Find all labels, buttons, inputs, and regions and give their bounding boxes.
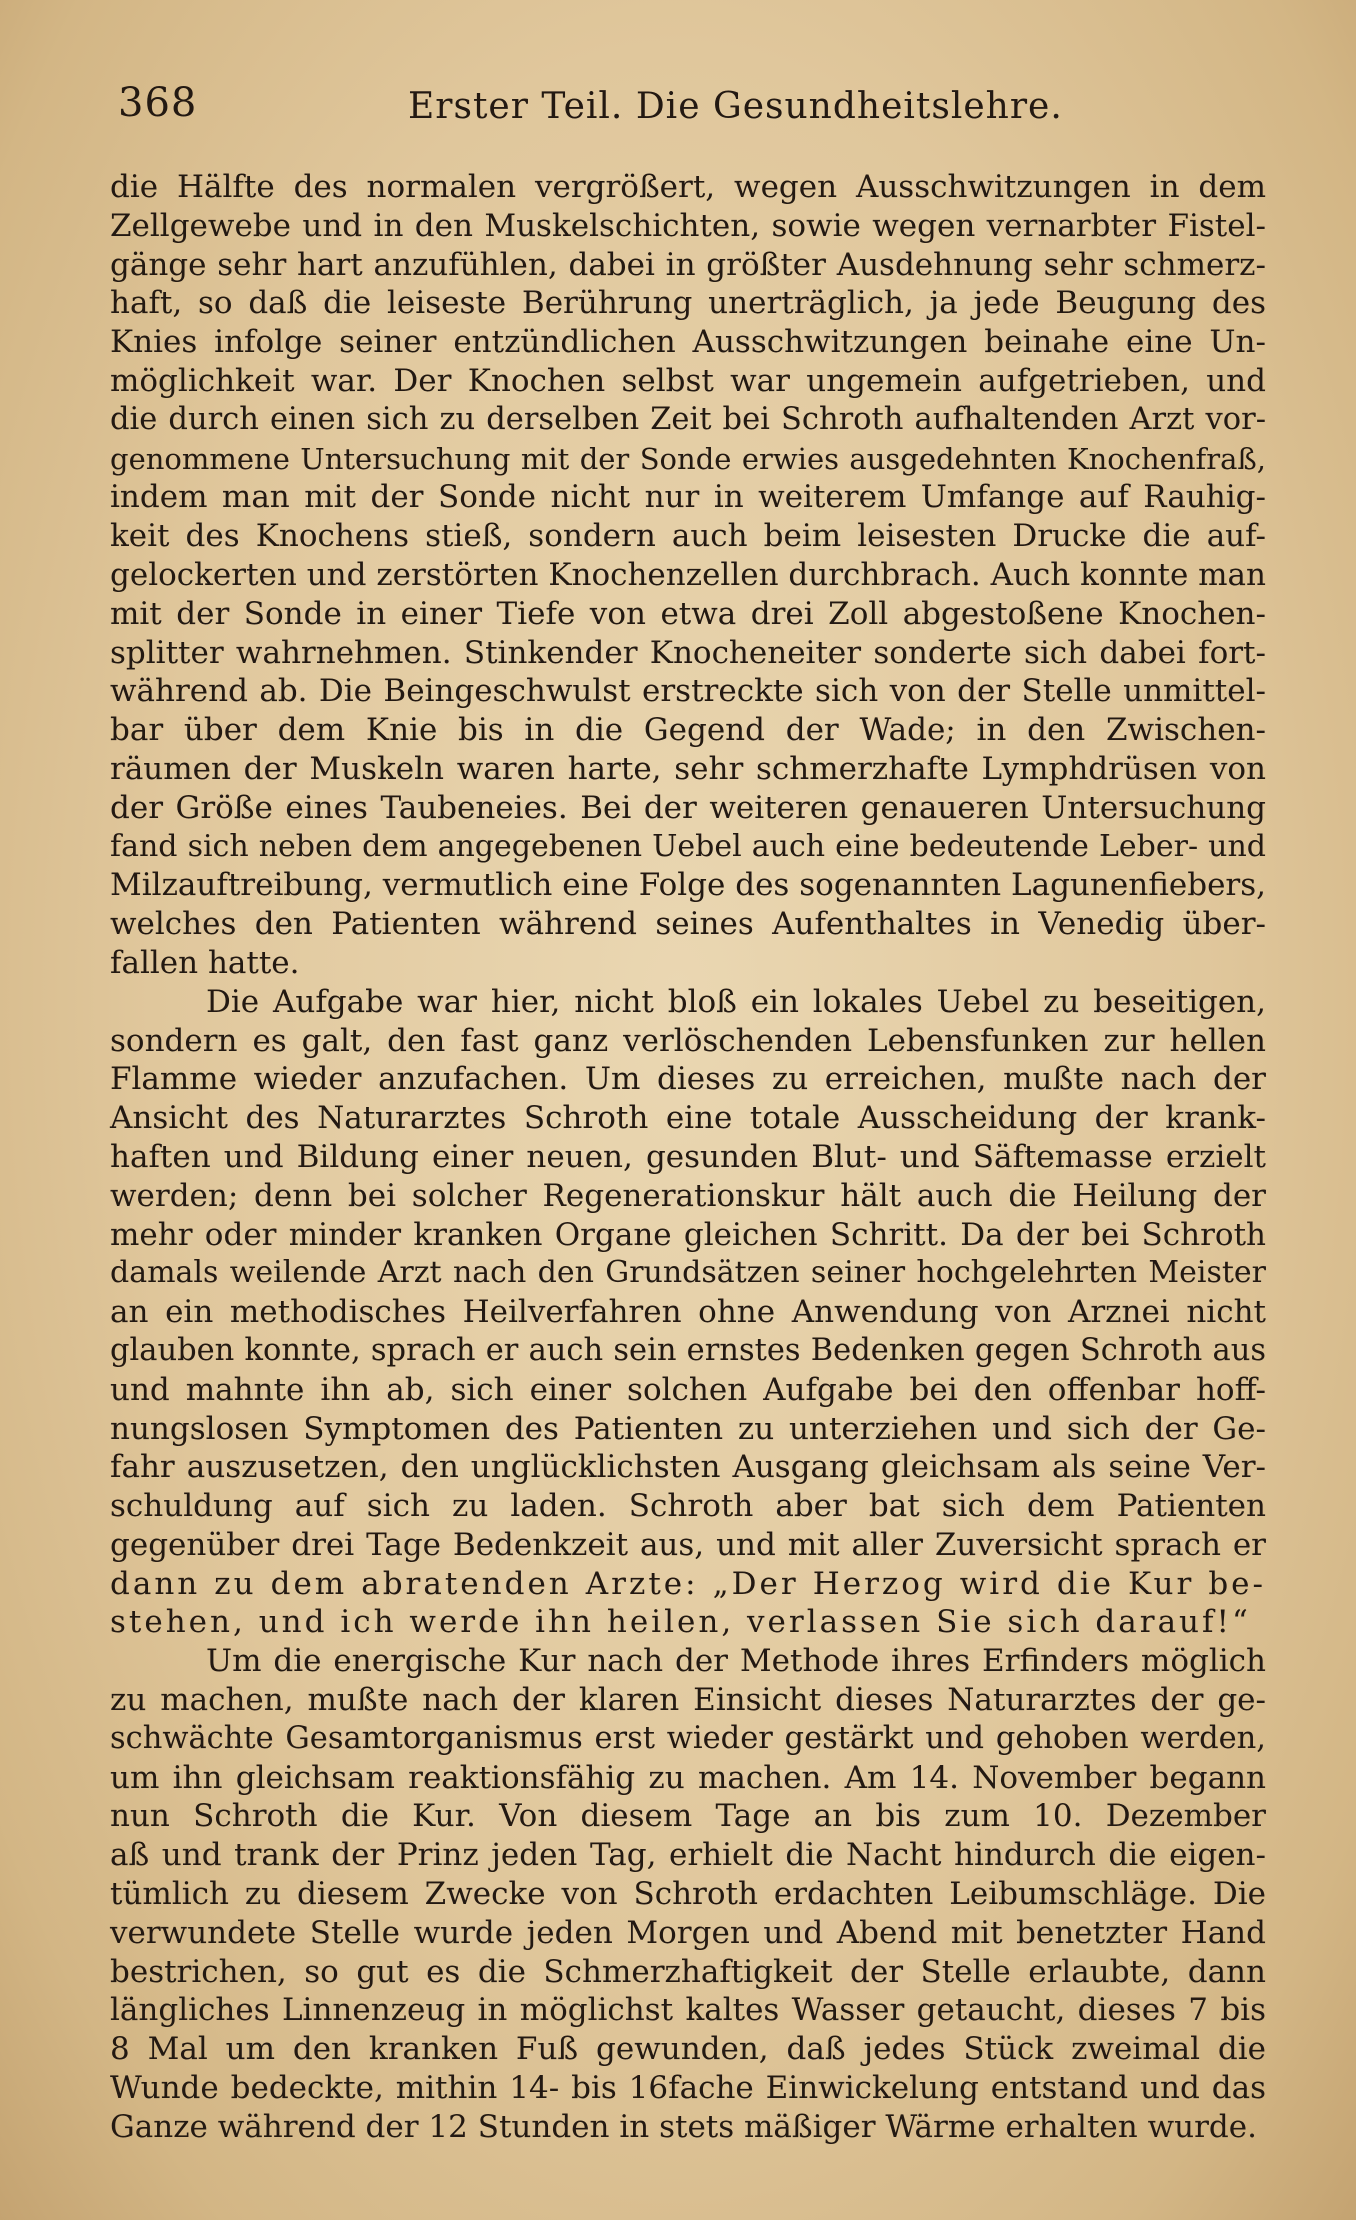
text-line: die durch einen sich zu derselben Zeit bei Schroth aufhaltenden Arzt vor- bbox=[110, 401, 1266, 437]
text-line: damals weilende Arzt nach den Grundsätzen seiner hochgelehrten Meister bbox=[110, 1255, 1266, 1291]
text-line: 8 Mal um den kranken Fuß gewunden, daß jedes Stück zweimal die bbox=[110, 2031, 1266, 2068]
text-line: haften und Bildung einer neuen, gesunden Blut- und Säftemasse erzielt bbox=[110, 1138, 1266, 1175]
text-line: Wunde bedeckte, mithin 14- bis 16fache Einwickelung entstand und das bbox=[110, 2070, 1266, 2107]
text-line: glauben konnte, sprach er auch sein ernstes Bedenken gegen Schroth aus bbox=[110, 1332, 1266, 1368]
text-line: fallen hatte. bbox=[110, 944, 300, 981]
text-line: räumen der Muskeln waren harte, sehr schmerzhafte Lymphdrüsen von bbox=[110, 750, 1266, 787]
body-text bbox=[110, 168, 1266, 2147]
text-line: bar über dem Knie bis in die Gegend der Wade; in den Zwischen- bbox=[110, 712, 1266, 749]
text-line: haft, so daß die leiseste Berührung unerträglich, ja jede Beugung des bbox=[110, 285, 1266, 322]
page-number: 368 bbox=[118, 80, 198, 126]
text-line: welches den Patienten während seines Aufenthaltes in Venedig über- bbox=[110, 906, 1266, 943]
text-line: und mahnte ihn ab, sich einer solchen Aufgabe bei den offenbar hoff- bbox=[110, 1371, 1266, 1408]
text-line: der Größe eines Taubeneies. Bei der weiteren genaueren Untersuchung bbox=[110, 789, 1266, 826]
text-line: fand sich neben dem angegebenen Uebel auch eine bedeutende Leber- und bbox=[110, 828, 1266, 864]
text-line: Die Aufgabe war hier, nicht bloß ein lokales Uebel zu beseitigen, bbox=[206, 983, 1266, 1020]
text-line: gelockerten und zerstörten Knochenzellen durchbrach. Auch konnte man bbox=[110, 556, 1266, 593]
text-line: Knies infolge seiner entzündlichen Ausschwitzungen beinahe eine Un- bbox=[110, 324, 1266, 361]
text-line: Ansicht des Naturarztes Schroth eine totale Ausscheidung der krank- bbox=[110, 1100, 1266, 1137]
text-line: schwächte Gesamtorganismus erst wieder gestärkt und gehoben werden, bbox=[110, 1720, 1266, 1756]
text-line: tümlich zu diesem Zwecke von Schroth erdachten Leibumschläge. Die bbox=[110, 1876, 1266, 1913]
text-line: gänge sehr hart anzufühlen, dabei in größter Ausdehnung sehr schmerz- bbox=[110, 246, 1266, 283]
text-line: genommene Untersuchung mit der Sonde erwies ausgedehnten Knochenfraß, bbox=[110, 441, 1266, 476]
text-line: möglichkeit war. Der Knochen selbst war ungemein aufgetrieben, und bbox=[110, 362, 1266, 399]
text-line: indem man mit der Sonde nicht nur in weiterem Umfange auf Rauhig- bbox=[110, 479, 1266, 516]
text-line: keit des Knochens stieß, sondern auch beim leisesten Drucke die auf- bbox=[110, 518, 1266, 555]
text-line: mit der Sonde in einer Tiefe von etwa drei Zoll abgestoßene Knochen- bbox=[110, 595, 1266, 632]
text-line: während ab. Die Beingeschwulst erstreckte sich von der Stelle unmittel- bbox=[110, 673, 1266, 710]
text-line: zu machen, mußte nach der klaren Einsicht dieses Naturarztes der ge- bbox=[110, 1682, 1266, 1719]
text-line: splitter wahrnehmen. Stinkender Knocheneiter sonderte sich dabei fort- bbox=[110, 634, 1266, 671]
text-line: sondern es galt, den fast ganz verlöschenden Lebensfunken zur hellen bbox=[110, 1022, 1266, 1059]
text-line: schuldung auf sich zu laden. Schroth aber bat sich dem Patienten bbox=[110, 1488, 1266, 1525]
text-line: fahr auszusetzen, den unglücklichsten Ausgang gleichsam als seine Ver- bbox=[110, 1449, 1266, 1486]
text-line: dann zu dem abratenden Arzte: „Der Herzog wird die Kur be- bbox=[110, 1565, 1266, 1602]
text-line: die Hälfte des normalen vergrößert, wegen Ausschwitzungen in dem bbox=[110, 169, 1266, 205]
text-line: stehen, und ich werde ihn heilen, verlassen Sie sich darauf!“ bbox=[110, 1604, 1251, 1641]
text-line: an ein methodisches Heilverfahren ohne Anwendung von Arznei nicht bbox=[110, 1294, 1266, 1331]
text-line: Milzauftreibung, vermutlich eine Folge des sogenannten Lagunenfiebers, bbox=[110, 867, 1266, 904]
text-line: längliches Linnenzeug in möglichst kaltes Wasser getaucht, dieses 7 bis bbox=[110, 1992, 1266, 2029]
text-line: mehr oder minder kranken Organe gleichen Schritt. Da der bei Schroth bbox=[110, 1216, 1266, 1253]
text-line: Flamme wieder anzufachen. Um dieses zu erreichen, mußte nach der bbox=[110, 1061, 1266, 1098]
text-line: aß und trank der Prinz jeden Tag, erhielt die Nacht hindurch die eigen- bbox=[110, 1837, 1266, 1874]
text-line: bestrichen, so gut es die Schmerzhaftigkeit der Stelle erlaubte, dann bbox=[110, 1953, 1266, 1990]
text-line: Um die energische Kur nach der Methode ihres Erfinders möglich bbox=[206, 1643, 1266, 1680]
page-header bbox=[118, 80, 1266, 140]
text-line: verwundete Stelle wurde jeden Morgen und Abend mit benetzter Hand bbox=[110, 1914, 1266, 1951]
text-line: werden; denn bei solcher Regenerationskur hält auch die Heilung der bbox=[110, 1177, 1266, 1214]
text-line: nun Schroth die Kur. Von diesem Tage an bis zum 10. Dezember bbox=[110, 1798, 1266, 1835]
text-line: gegenüber drei Tage Bedenkzeit aus, und mit aller Zuversicht sprach er bbox=[110, 1526, 1266, 1563]
text-line: Zellgewebe und in den Muskelschichten, sowie wegen vernarbter Fistel- bbox=[110, 207, 1266, 244]
text-line: nungslosen Symptomen des Patienten zu unterziehen und sich der Ge- bbox=[110, 1410, 1266, 1447]
running-head: Erster Teil. Die Gesundheitslehre. bbox=[408, 86, 1063, 127]
text-line: um ihn gleichsam reaktionsfähig zu machen. Am 14. November begann bbox=[110, 1759, 1266, 1796]
text-line: Ganze während der 12 Stunden in stets mäßiger Wärme erhalten wurde. bbox=[110, 2108, 1257, 2145]
